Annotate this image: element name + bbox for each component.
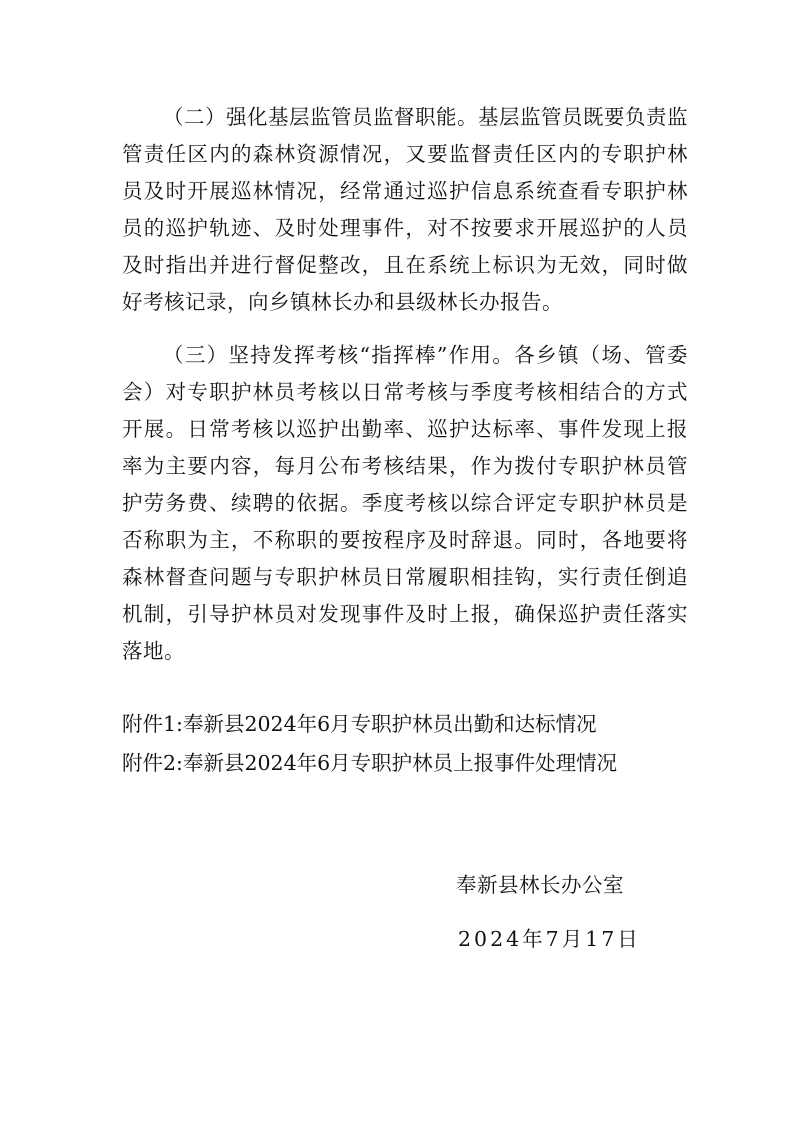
attachment-1: 附件1:奉新县2024年6月专职护林员出勤和达标情况 [122,712,597,736]
attachment-2: 附件2:奉新县2024年6月专职护林员上报事件处理情况 [122,751,618,775]
signature-organization: 奉新县林长办公室 [456,873,624,897]
paragraph-supervisor-duties: （二）强化基层监管员监督职能。基层监管员既要负责监管责任区内的森林资源情况，又要监督责任区内的专职护林员及时开展巡林情况，经常通过巡护信息系统查看专职护林员的巡护轨迹、及时处理事件，对不按要求开展巡护的人员及时指出并进行督促整改，且在系统上标识为无效，同时做好考核记录，向乡镇林长办和县级林长办报告。 [122,105,688,314]
signature-date: 2024年7月17日 [458,927,641,951]
paragraph-assessment: （三）坚持发挥考核“指挥棒”作用。各乡镇（场、管委会）对专职护林员考核以日常考核与季度考核相结合的方式开展。日常考核以巡护出勤率、巡护达标率、事件发现上报率为主要内容，每月公布考核结果，作为拨付专职护林员管护劳务费、续聘的依据。季度考核以综合评定专职护林员是否称职为主，不称职的要按程序及时辞退。同时，各地要将森林督查问题与专职护林员日常履职相挂钩，实行责任倒追机制，引导护林员对发现事件及时上报，确保巡护责任落实落地。 [122,343,688,663]
